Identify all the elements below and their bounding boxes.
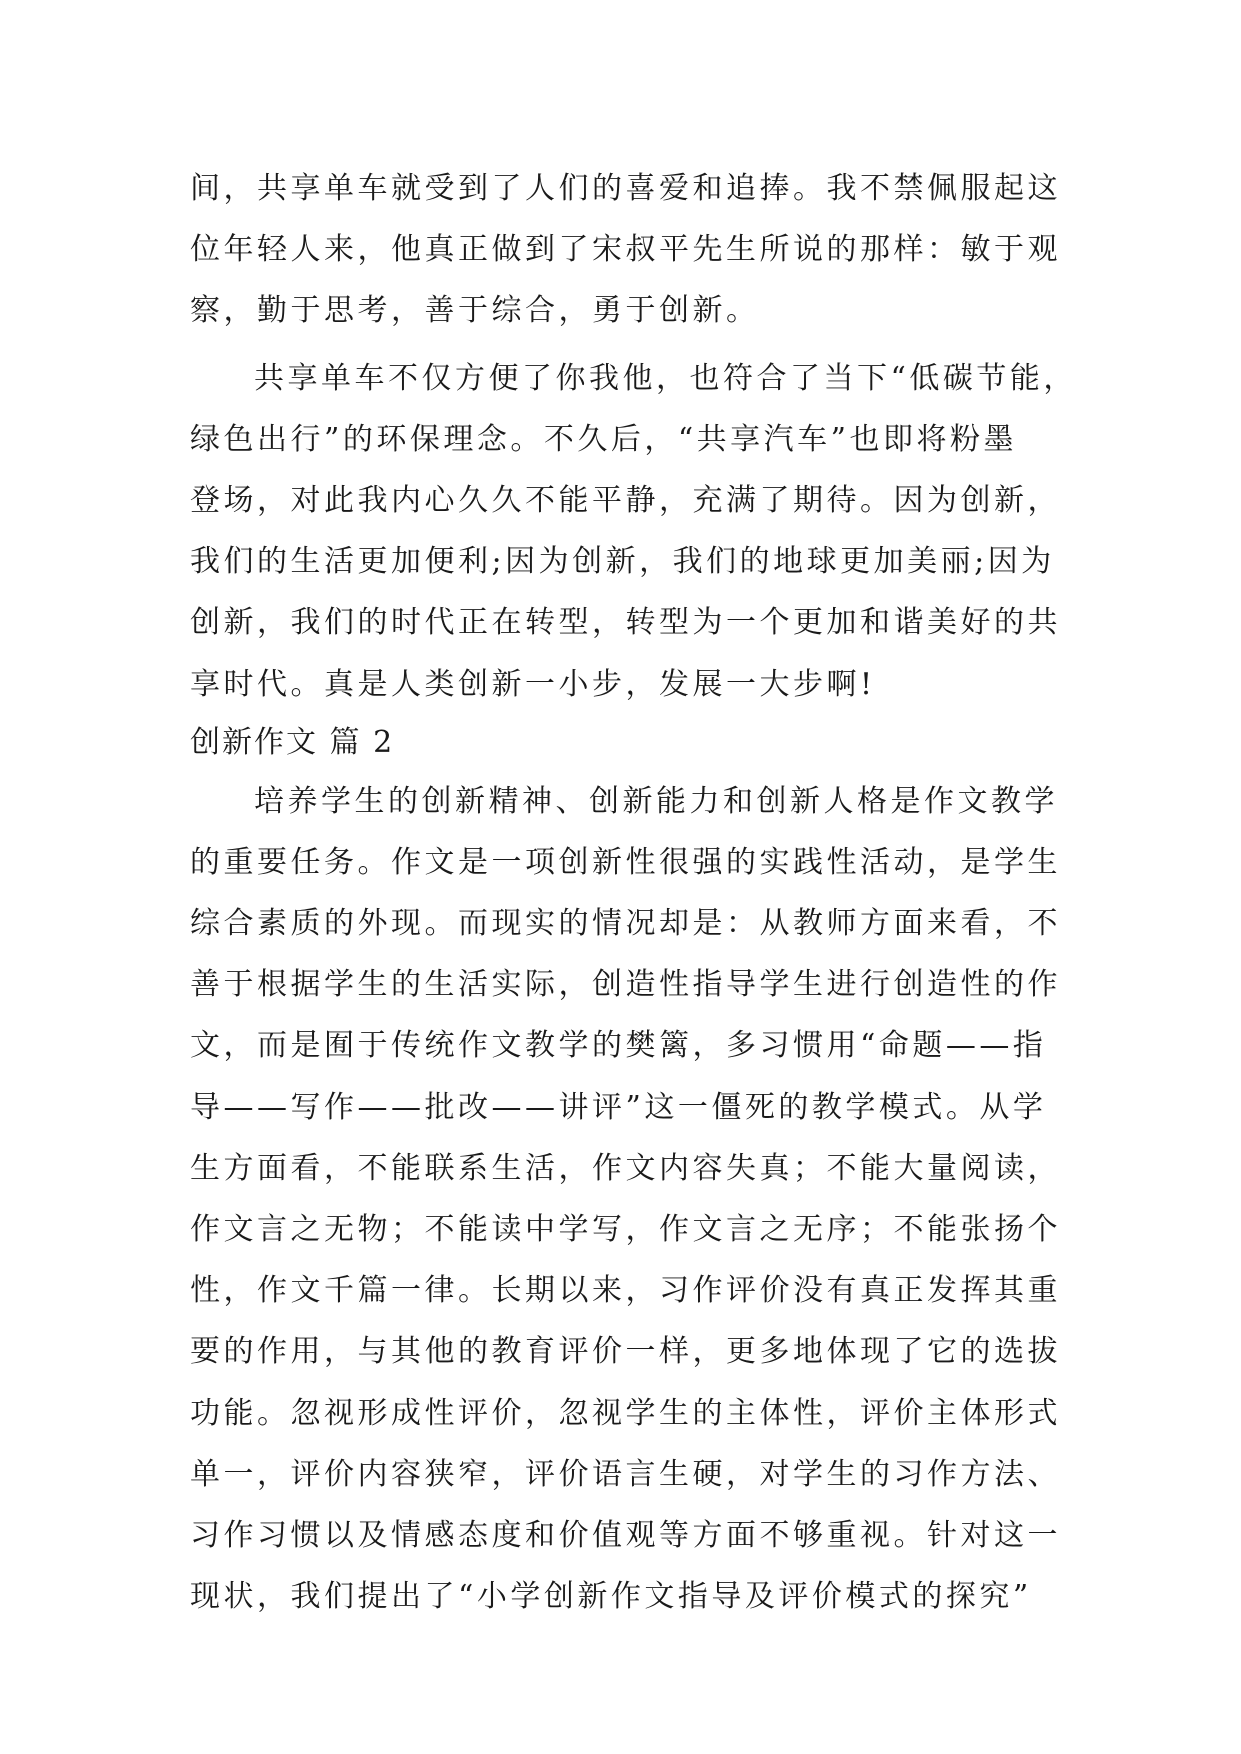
text-line: 生方面看，不能联系生活，作文内容失真；不能大量阅读， — [190, 1150, 1061, 1186]
section-heading: 创新作文 篇 2 — [190, 724, 395, 760]
text-line: 共享单车不仅方便了你我他，也符合了当下“低碳节能， — [254, 360, 1077, 396]
text-line: 作文言之无物；不能读中学写，作文言之无序；不能张扬个 — [190, 1212, 1061, 1247]
paragraph-3 — [190, 771, 1070, 1628]
document-body — [190, 158, 1077, 1627]
paragraph-1 — [190, 158, 1070, 342]
text-line: 我们的生活更加便利;因为创新，我们的地球更加美丽;因为 — [190, 544, 1055, 580]
text-line: 性，作文千篇一律。长期以来，习作评价没有真正发挥其重 — [190, 1273, 1061, 1309]
text-line: 培养学生的创新精神、创新能力和创新人格是作文教学 — [254, 783, 1058, 819]
paragraph-2 — [190, 348, 1077, 715]
text-line: 功能。忽视形成性评价，忽视学生的主体性，评价主体形式 — [190, 1395, 1061, 1431]
text-line: 导——写作——批改——讲评”这一僵死的教学模式。从学 — [190, 1089, 1047, 1125]
text-line: 文，而是囿于传统作文教学的樊篱，多习惯用“命题——指 — [190, 1028, 1047, 1064]
text-line: 间，共享单车就受到了人们的喜爱和追捧。我不禁佩服起这 — [190, 171, 1061, 206]
text-line: 位年轻人来，他真正做到了宋叔平先生所说的那样：敏于观 — [190, 232, 1061, 268]
text-line: 登场，对此我内心久久不能平静，充满了期待。因为创新， — [190, 482, 1061, 518]
text-line: 要的作用，与其他的教育评价一样，更多地体现了它的选拔 — [190, 1334, 1061, 1370]
text-line: 现状，我们提出了“小学创新作文指导及评价模式的探究” — [190, 1579, 1032, 1615]
text-line: 享时代。真是人类创新一小步，发展一大步啊! — [190, 666, 876, 702]
text-line: 创新，我们的时代正在转型，转型为一个更加和谐美好的共 — [190, 605, 1061, 641]
text-line: 的重要任务。作文是一项创新性很强的实践性活动，是学生 — [190, 844, 1061, 880]
text-line: 习作习惯以及情感态度和价值观等方面不够重视。针对这一 — [190, 1517, 1061, 1553]
text-line: 单一，评价内容狭窄，评价语言生硬，对学生的习作方法、 — [190, 1456, 1061, 1492]
text-line: 绿色出行”的环保理念。不久后，“共享汽车”也即将粉墨 — [190, 421, 1018, 457]
text-line: 综合素质的外现。而现实的情况却是：从教师方面来看，不 — [190, 906, 1061, 942]
text-line: 善于根据学生的生活实际，创造性指导学生进行创造性的作 — [190, 967, 1061, 1003]
text-line: 察，勤于思考，善于综合，勇于创新。 — [190, 293, 760, 329]
